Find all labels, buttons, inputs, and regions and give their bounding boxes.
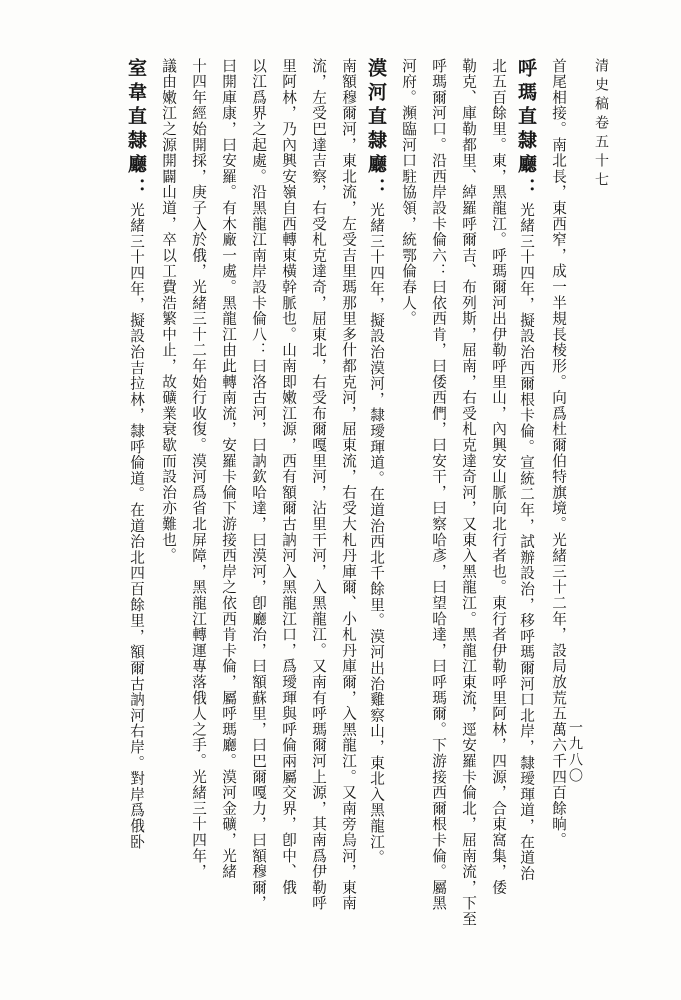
text-column xyxy=(550,58,565,958)
column-text: 河府。瀕臨河口駐協領，統鄂倫春人。 xyxy=(400,58,417,327)
text-column xyxy=(280,58,295,958)
column-text: 曰開庫康，曰安羅。有木廠一處。黑龍江由此轉南流，安羅卡倫下游接西岸之依西肯卡倫，屬呼瑪廳。漠河金礦，光緒 xyxy=(220,58,237,880)
section-heading: 室韋直隸廳： xyxy=(125,58,147,202)
column-text: 光緒三十四年，擬設治西爾根卡倫。宣統二年，試辦設治，移呼瑪爾河口北岸，隸璦琿道，在道治 xyxy=(518,202,535,882)
text-column xyxy=(460,58,475,958)
column-text: 光緒三十四年，擬設治吉拉林，隸呼倫道。在道治北四百餘里，額爾古訥河右岸。對岸爲俄卧 xyxy=(128,202,145,850)
column-text: 十四年經始開採，庚子入於俄，光緒三十二年始行收復。漠河爲省北屏障，黑龍江轉運專落俄人之手。光緒三十四年， xyxy=(190,58,207,880)
column-text: 勒克、庫勒都里、綽羅呼爾吉、布列斯，屈南，右受札克達奇河，又東入黑龍江。黑龍江東流，逕安羅卡倫北，屈南流，下至 xyxy=(460,58,477,927)
column-text: 首尾相接。南北長，東西窄，成一半規長棱形。向爲杜爾伯特旗境。光緒三十二年，設局放荒五萬六千四百餘晌。 xyxy=(550,58,567,848)
column-text: 以江爲界之起處。沿黑龍江南岸設卡倫八：曰洛古河，曰訥欽哈達，曰漠河，卽廳治，曰額蘇里，曰巴爾嘎力，曰額穆爾， xyxy=(250,58,267,912)
text-column xyxy=(354,58,385,958)
column-text: 議由嫩江之源開闢山道，卒以工費浩繁中止，故礦業衰歇而設治亦難也。 xyxy=(160,58,177,564)
column-text: 呼瑪爾河口。沿西岸設卡倫六：曰依西肯，曰倭西們，曰安干，曰察哈彥，曰望哈達，曰呼瑪爾。下游接西爾根卡倫。屬黑 xyxy=(430,58,447,912)
text-column xyxy=(220,58,235,958)
section-heading: 漠河直隸廳： xyxy=(365,58,387,202)
text-column xyxy=(310,58,325,958)
column-text: 光緒三十四年，擬設治漠河，隸璦琿道。在道治西北千餘里。漠河出治雞察山，東北入黑龍江。 xyxy=(368,202,385,866)
text-column xyxy=(490,58,505,958)
column-text: 里阿林，乃內興安嶺自西轉東橫幹脈也。山南即嫩江源，西有額爾古訥河入黑龍江口，爲璦琿與呼倫兩屬交界，卽中、俄 xyxy=(280,58,297,896)
text-column xyxy=(160,58,175,958)
text-column xyxy=(430,58,445,958)
text-column xyxy=(504,58,535,958)
column-text: 南額穆爾河，東北流，左受吉里瑪那里多什都克河，屈東流，右受大札丹庫爾、小札丹庫爾，入黑龍江。又南旁烏河，東南 xyxy=(340,58,357,912)
page-number: 一九八〇 xyxy=(567,720,583,784)
text-column xyxy=(340,58,355,958)
section-heading: 呼瑪直隸廳： xyxy=(515,58,537,202)
column-text: 北五百餘里。東，黑龍江。呼瑪爾河出伊勒呼里山，內興安山脈向北行者也。東行者伊勒呼里阿林，四源，合東窩集，倭 xyxy=(490,58,507,896)
text-column xyxy=(400,58,415,958)
running-title: 清史稿卷五十七 xyxy=(593,58,609,191)
text-column xyxy=(250,58,265,958)
column-text: 流，左受巴達吉察，右受札克達奇，屈東北，右受布爾嘎里河，沾里干河，入黑龍江。又南有呼瑪爾河上源，其南爲伊勒呼 xyxy=(310,58,327,912)
text-column xyxy=(114,58,145,958)
text-column xyxy=(190,58,205,958)
